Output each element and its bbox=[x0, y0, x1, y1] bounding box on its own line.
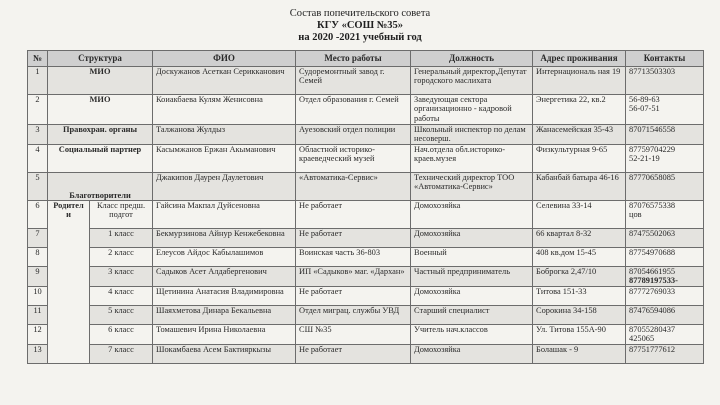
row-position: Домохозяйка bbox=[411, 229, 533, 248]
row-class: 4 класс bbox=[90, 286, 153, 305]
row-num: 2 bbox=[28, 95, 48, 125]
row-contact: 87754970688 bbox=[626, 248, 704, 267]
row-fio: Томашевич Ирина Николаевна bbox=[153, 324, 296, 344]
row-structure-parents: Родители bbox=[48, 201, 90, 364]
table-row bbox=[28, 344, 704, 363]
row-fio: Касымжанов Ержан Акыманович bbox=[153, 145, 296, 173]
table-row bbox=[28, 286, 704, 305]
row-class: 7 класс bbox=[90, 344, 153, 363]
table-row bbox=[28, 324, 704, 344]
row-position: Частный предприниматель bbox=[411, 267, 533, 287]
col-contacts: Контакты bbox=[626, 51, 704, 67]
row-structure: Благотворители bbox=[48, 173, 153, 201]
col-num: № bbox=[28, 51, 48, 67]
row-position: Нач.отдела обл.историко-краев.музея bbox=[411, 145, 533, 173]
row-work: Отдел миграц. службы УВД bbox=[296, 305, 411, 324]
row-work: Не работает bbox=[296, 344, 411, 363]
row-position: Заведующая сектора организационно - кадровой работы bbox=[411, 95, 533, 125]
row-position: Домохозяйка bbox=[411, 286, 533, 305]
row-address: Титова 151-33 bbox=[533, 286, 626, 305]
row-address: 408 кв.дом 15-45 bbox=[533, 248, 626, 267]
row-position: Технический директор ТОО «Автоматика-Сервис» bbox=[411, 173, 533, 201]
row-position: Школьный инспектор по делам несоверш. bbox=[411, 125, 533, 145]
row-num: 7 bbox=[28, 229, 48, 248]
row-contact bbox=[626, 145, 704, 173]
row-address: Селевина 33-14 bbox=[533, 201, 626, 229]
table-row bbox=[28, 267, 704, 287]
row-contact: 87770658085 bbox=[626, 173, 704, 201]
row-num: 10 bbox=[28, 286, 48, 305]
row-class: 5 класс bbox=[90, 305, 153, 324]
row-address: 66 квартал 8-32 bbox=[533, 229, 626, 248]
row-fio: Елеусов Айдос Кабылашимов bbox=[153, 248, 296, 267]
row-fio: Талжанова Жулдыз bbox=[153, 125, 296, 145]
row-work: СШ №35 bbox=[296, 324, 411, 344]
contact-phone-2: 56-07-51 bbox=[629, 104, 660, 114]
row-contact: 87071546558 bbox=[626, 125, 704, 145]
row-position: Домохозяйка bbox=[411, 344, 533, 363]
contact-phone-2: 425065 bbox=[629, 334, 655, 344]
row-num: 5 bbox=[28, 173, 48, 201]
row-contact: 87476594086 bbox=[626, 305, 704, 324]
row-contact bbox=[626, 95, 704, 125]
row-fio: Садыков Асет Алдабергенович bbox=[153, 267, 296, 287]
contact-phone-2: 87789197533- bbox=[629, 276, 678, 286]
row-address: Болашак - 9 bbox=[533, 344, 626, 363]
row-fio: Гайсина Макпал Дуйсеновна bbox=[153, 201, 296, 229]
row-fio: Коиакбаева Кулям Женисовна bbox=[153, 95, 296, 125]
row-class: 2 класс bbox=[90, 248, 153, 267]
col-fio: ФИО bbox=[153, 51, 296, 67]
row-fio: Доскужанов Асеткан Серикканович bbox=[153, 67, 296, 95]
row-address: Ул. Титова 155А-90 bbox=[533, 324, 626, 344]
row-class: 6 класс bbox=[90, 324, 153, 344]
row-address: Интернациональ ная 19 bbox=[533, 67, 626, 95]
header-line-2: КГУ «СОШ №35» bbox=[316, 20, 404, 31]
row-contact: 87772769033 bbox=[626, 286, 704, 305]
row-work: Воинская часть 36-803 bbox=[296, 248, 411, 267]
contact-phone-2: 52-21-19 bbox=[629, 154, 660, 164]
row-num: 1 bbox=[28, 67, 48, 95]
row-position: Генеральный директор,Депутат городского маслихата bbox=[411, 67, 533, 95]
row-contact: 87751777612 bbox=[626, 344, 704, 363]
row-class: Класс предш. подгот bbox=[90, 201, 153, 229]
row-class: 3 класс bbox=[90, 267, 153, 287]
row-address: Кабанбай батыра 46-16 bbox=[533, 173, 626, 201]
row-work: Ауезовский отдел полиции bbox=[296, 125, 411, 145]
contact-phone: 56-89-63 bbox=[629, 95, 660, 104]
row-fio: Щетинина Анатасия Владимировна bbox=[153, 286, 296, 305]
row-contact bbox=[626, 324, 704, 344]
row-num: 12 bbox=[28, 324, 48, 344]
row-address: Энергетика 22, кв.2 bbox=[533, 95, 626, 125]
row-address: Боброгка 2,47/10 bbox=[533, 267, 626, 287]
row-num: 9 bbox=[28, 267, 48, 287]
row-work: Не работает bbox=[296, 229, 411, 248]
table-row bbox=[28, 173, 704, 201]
contact-phone: 87055280437 bbox=[629, 324, 676, 334]
table-header-row bbox=[28, 51, 704, 67]
contact-phone-2: цов bbox=[629, 210, 642, 220]
contact-phone: 87076575338 bbox=[629, 201, 676, 210]
row-num: 4 bbox=[28, 145, 48, 173]
row-contact bbox=[626, 267, 704, 287]
row-work: Отдел образования г. Семей bbox=[296, 95, 411, 125]
row-contact: 87475502063 bbox=[626, 229, 704, 248]
table-row bbox=[28, 305, 704, 324]
row-structure: МИО bbox=[48, 95, 153, 125]
row-num: 3 bbox=[28, 125, 48, 145]
row-work: Не работает bbox=[296, 201, 411, 229]
col-work: Место работы bbox=[296, 51, 411, 67]
row-structure: Социальный партнер bbox=[48, 145, 153, 173]
row-structure: МИО bbox=[48, 67, 153, 95]
row-fio: Бекмурзинова Айнур Кенжебековна bbox=[153, 229, 296, 248]
row-structure: Правохран. органы bbox=[48, 125, 153, 145]
row-contact bbox=[626, 201, 704, 229]
row-work: Областной историко-краеведческий музей bbox=[296, 145, 411, 173]
row-class: 1 класс bbox=[90, 229, 153, 248]
row-work: ИП «Садыков» маг. «Дархан» bbox=[296, 267, 411, 287]
table-row bbox=[28, 248, 704, 267]
row-position: Старший специалист bbox=[411, 305, 533, 324]
contact-phone: 87759704229 bbox=[629, 145, 676, 154]
col-address: Адрес проживания bbox=[533, 51, 626, 67]
table-row bbox=[28, 67, 704, 95]
row-position: Учитель нач.классов bbox=[411, 324, 533, 344]
row-fio: Шокамбаева Асем Бактияркызы bbox=[153, 344, 296, 363]
contact-phone: 87054661955 bbox=[629, 267, 676, 276]
row-fio: Шаяхметова Динара Бекальевна bbox=[153, 305, 296, 324]
row-position: Военный bbox=[411, 248, 533, 267]
row-work: «Автоматика-Сервис» bbox=[296, 173, 411, 201]
col-structure: Структура bbox=[48, 51, 153, 67]
table-row bbox=[28, 201, 704, 229]
row-address: Физкультурная 9-65 bbox=[533, 145, 626, 173]
col-position: Должность bbox=[411, 51, 533, 67]
row-num: 8 bbox=[28, 248, 48, 267]
row-num: 6 bbox=[28, 201, 48, 229]
row-position: Домохозяйка bbox=[411, 201, 533, 229]
table-row bbox=[28, 125, 704, 145]
row-num: 13 bbox=[28, 344, 48, 363]
row-num: 11 bbox=[28, 305, 48, 324]
document-header bbox=[0, 8, 720, 44]
table-row bbox=[28, 95, 704, 125]
row-address: Жанасемейская 35-43 bbox=[533, 125, 626, 145]
table-row bbox=[28, 229, 704, 248]
row-work: Судоремонтный завод г. Семей bbox=[296, 67, 411, 95]
row-address: Сорокина 34-158 bbox=[533, 305, 626, 324]
table-row bbox=[28, 145, 704, 173]
row-work: Не работает bbox=[296, 286, 411, 305]
header-line-1: Состав попечительского совета bbox=[289, 8, 431, 19]
header-line-3: на 2020 -2021 учебный год bbox=[298, 32, 422, 43]
row-contact: 87713503303 bbox=[626, 67, 704, 95]
council-table bbox=[27, 50, 704, 364]
row-fio: Джакипов Даурен Даулетович bbox=[153, 173, 296, 201]
